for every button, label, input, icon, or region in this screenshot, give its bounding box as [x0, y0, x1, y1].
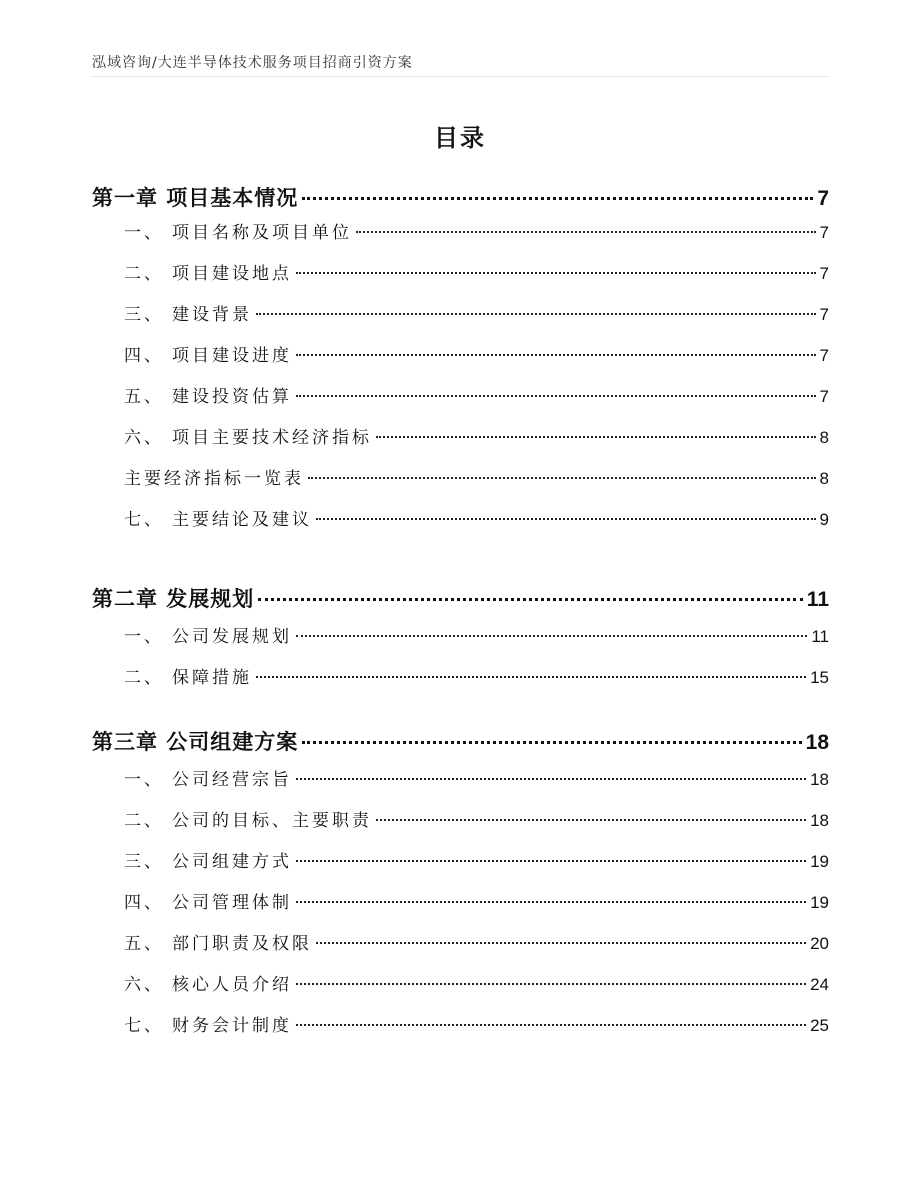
toc-section-entry[interactable]	[92, 300, 829, 325]
toc-section-entry[interactable]	[92, 341, 829, 366]
toc-page-number: 20	[810, 934, 829, 953]
dot-leader	[296, 901, 806, 903]
toc-entry-label	[124, 505, 312, 530]
toc-entry-text: 项目建设地点	[172, 264, 292, 284]
toc-entry-number: 六、	[124, 428, 164, 448]
dot-leader	[296, 983, 806, 985]
toc-entry-label	[124, 218, 352, 243]
header-rule	[92, 76, 828, 77]
toc-entry-label	[124, 806, 372, 831]
toc-entry-label	[124, 423, 372, 448]
dot-leader	[296, 354, 816, 356]
toc-entry-number: 一、	[124, 223, 164, 243]
toc-chapter-entry[interactable]	[92, 583, 829, 613]
toc-entry-number: 一、	[124, 770, 164, 790]
toc-page-number: 7	[819, 305, 829, 324]
toc-entry-text: 公司的目标、主要职责	[172, 811, 372, 831]
dot-leader	[376, 436, 816, 438]
dot-leader	[256, 313, 816, 315]
toc-page-number: 25	[810, 1016, 829, 1035]
toc-entry-label	[124, 847, 292, 872]
toc-entry-label	[124, 259, 292, 284]
toc-page-number: 7	[819, 223, 829, 242]
toc-chapter-entry[interactable]	[92, 726, 829, 756]
dot-leader	[296, 635, 807, 637]
toc-entry-label	[124, 622, 292, 647]
toc-page-number: 9	[819, 510, 829, 529]
toc-section-entry[interactable]	[92, 847, 829, 872]
toc-section-entry[interactable]	[92, 218, 829, 243]
dot-leader	[356, 231, 816, 233]
toc-entry-label	[124, 970, 292, 995]
toc-page-number: 11	[806, 588, 829, 611]
dot-leader	[296, 272, 816, 274]
toc-entry-text: 公司发展规划	[172, 627, 292, 647]
toc-entry-text: 公司组建方式	[172, 852, 292, 872]
toc-entry-text: 公司经营宗旨	[172, 770, 292, 790]
toc-page-number: 7	[819, 264, 829, 283]
toc-entry-text: 第三章 公司组建方案	[92, 730, 299, 754]
dot-leader	[302, 197, 813, 200]
dot-leader	[256, 676, 806, 678]
toc-page-number: 19	[810, 893, 829, 912]
toc-page-number: 8	[819, 469, 829, 488]
dot-leader	[376, 819, 806, 821]
toc-section-entry[interactable]	[92, 970, 829, 995]
toc-entry-number: 一、	[124, 627, 164, 647]
toc-entry-text: 项目建设进度	[172, 346, 292, 366]
toc-entry-text: 保障措施	[172, 668, 252, 688]
toc-page-number: 18	[805, 731, 829, 754]
toc-entry-text: 第一章 项目基本情况	[92, 186, 299, 210]
dot-leader	[296, 395, 816, 397]
toc-entry-text: 部门职责及权限	[172, 934, 312, 954]
toc-entry-label	[92, 583, 254, 613]
toc-entry-label	[92, 182, 298, 212]
toc-entry-number: 二、	[124, 668, 164, 688]
toc-entry-label	[124, 765, 292, 790]
toc-entry-text: 建设背景	[172, 305, 252, 325]
toc-entry-label	[124, 382, 292, 407]
dot-leader	[302, 741, 801, 744]
dot-leader	[296, 1024, 806, 1026]
toc-entry-text: 主要结论及建议	[172, 510, 312, 530]
toc-entry-text: 项目主要技术经济指标	[172, 428, 372, 448]
toc-section-entry[interactable]	[92, 806, 829, 831]
toc-entry-number: 七、	[124, 510, 164, 530]
toc-entry-label	[124, 464, 304, 489]
running-header: 泓域咨询/大连半导体技术服务项目招商引资方案	[92, 55, 413, 71]
dot-leader	[258, 598, 802, 601]
toc-entry-label	[124, 341, 292, 366]
toc-entry-number: 三、	[124, 852, 164, 872]
toc-section-entry[interactable]	[92, 663, 829, 688]
toc-page-number: 7	[819, 346, 829, 365]
toc-section-entry[interactable]	[92, 464, 829, 489]
toc-page-number: 7	[817, 187, 829, 210]
toc-page-number: 15	[810, 668, 829, 687]
toc-chapter-entry[interactable]	[92, 182, 829, 212]
toc-entry-label	[124, 663, 252, 688]
toc-entry-number: 四、	[124, 893, 164, 913]
toc-section-entry[interactable]	[92, 622, 829, 647]
dot-leader	[308, 477, 816, 479]
toc-entry-label	[124, 929, 312, 954]
toc-entry-text: 财务会计制度	[172, 1016, 292, 1036]
toc-entry-text: 主要经济指标一览表	[124, 469, 304, 489]
toc-entry-label	[124, 888, 292, 913]
toc-entry-number: 五、	[124, 387, 164, 407]
dot-leader	[316, 942, 806, 944]
toc-page-number: 11	[811, 627, 829, 646]
toc-entry-number: 七、	[124, 1016, 164, 1036]
toc-entry-text: 核心人员介绍	[172, 975, 292, 995]
toc-section-entry[interactable]	[92, 1011, 829, 1036]
toc-entry-number: 三、	[124, 305, 164, 325]
dot-leader	[296, 778, 806, 780]
toc-section-entry[interactable]	[92, 505, 829, 530]
toc-section-entry[interactable]	[92, 259, 829, 284]
toc-section-entry[interactable]	[92, 382, 829, 407]
toc-entry-label	[92, 726, 298, 756]
toc-entry-text: 项目名称及项目单位	[172, 223, 352, 243]
toc-page-number: 19	[810, 852, 829, 871]
toc-entry-number: 四、	[124, 346, 164, 366]
toc-entry-label	[124, 300, 252, 325]
toc-section-entry[interactable]	[92, 765, 829, 790]
toc-entry-text: 公司管理体制	[172, 893, 292, 913]
toc-entry-text: 建设投资估算	[172, 387, 292, 407]
toc-section-entry[interactable]	[92, 423, 829, 448]
dot-leader	[296, 860, 806, 862]
toc-page-number: 24	[810, 975, 829, 994]
dot-leader	[316, 518, 816, 520]
toc-entry-number: 六、	[124, 975, 164, 995]
toc-page-number: 18	[810, 770, 829, 789]
toc-section-entry[interactable]	[92, 929, 829, 954]
toc-page-number: 8	[819, 428, 829, 447]
toc-entry-label	[124, 1011, 292, 1036]
toc-entry-number: 五、	[124, 934, 164, 954]
toc-entry-text: 第二章 发展规划	[92, 587, 255, 611]
toc-page-number: 7	[819, 387, 829, 406]
toc-page-number: 18	[810, 811, 829, 830]
toc-section-entry[interactable]	[92, 888, 829, 913]
toc-title: 目录	[434, 124, 486, 152]
toc-entry-number: 二、	[124, 811, 164, 831]
toc-entry-number: 二、	[124, 264, 164, 284]
